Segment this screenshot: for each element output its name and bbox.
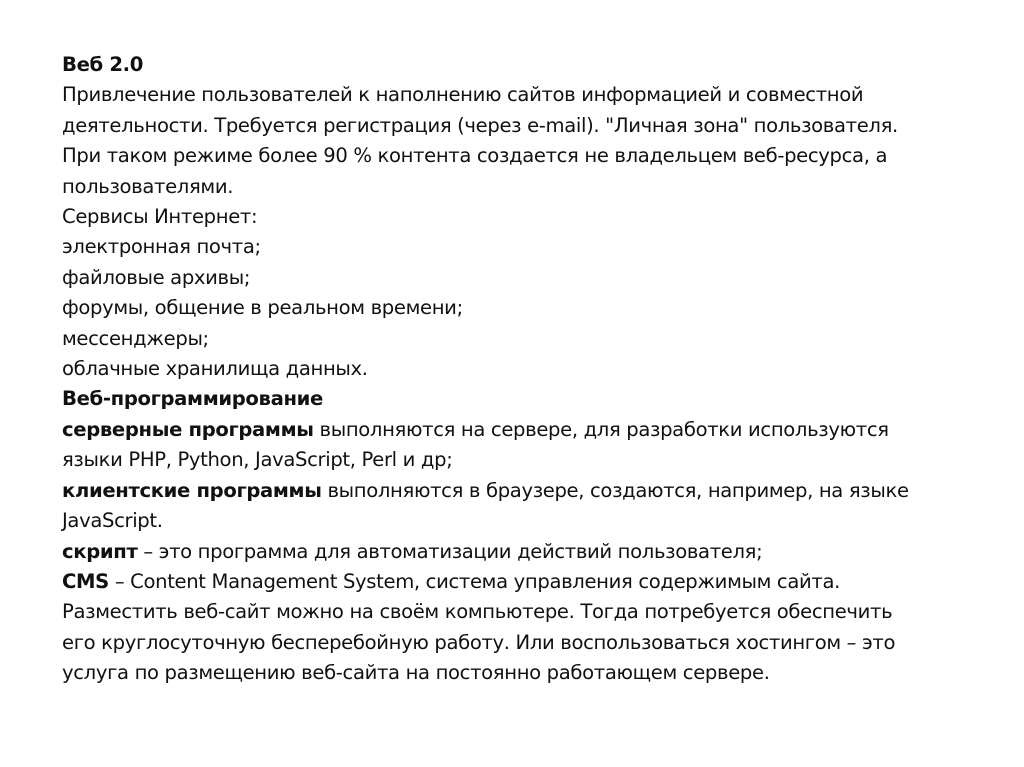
- service-item: облачные хранилища данных.: [62, 357, 368, 381]
- client-line-2: JavaScript.: [62, 509, 163, 533]
- script-text: – это программа для автоматизации действий пользователя;: [137, 539, 763, 563]
- hosting-line: его круглосуточную бесперебойную работу. Или воспользоваться хостингом – это: [62, 630, 896, 654]
- hosting-line: Разместить веб-сайт можно на своём компьютере. Тогда потребуется обеспечить: [62, 600, 893, 624]
- heading-web20: Веб 2.0: [62, 53, 143, 76]
- service-item: файловые архивы;: [62, 265, 251, 289]
- slide-content: [62, 50, 982, 689]
- client-term: клиентские программы: [62, 478, 322, 502]
- client-text: выполняются в браузере, создаются, например, на языке: [321, 478, 909, 502]
- web20-line: При таком режиме более 90 % контента создается не владельцем веб-ресурса, а: [62, 144, 888, 168]
- web20-line: Привлечение пользователей к наполнению сайтов информацией и совместной: [62, 83, 864, 107]
- hosting-line: услуга по размещению веб-сайта на постоянно работающем сервере.: [62, 661, 770, 685]
- service-item: электронная почта;: [62, 235, 261, 259]
- cms-term: CMS: [62, 569, 109, 593]
- services-title: Сервисы Интернет:: [62, 205, 258, 229]
- cms-text: – Content Management System, система управления содержимым сайта.: [108, 569, 840, 593]
- client-line: [62, 476, 982, 506]
- script-term: скрипт: [62, 539, 138, 563]
- script-line: [62, 537, 982, 567]
- server-term: серверные программы: [62, 417, 314, 441]
- web20-line: деятельности. Требуется регистрация (через e-mail). "Личная зона" пользователя.: [62, 113, 898, 137]
- server-line: [62, 415, 982, 445]
- service-item: форумы, общение в реальном времени;: [62, 296, 463, 320]
- server-text: выполняются на сервере, для разработки используются: [313, 417, 889, 441]
- server-line-2: языки PHP, Python, JavaScript, Perl и др;: [62, 448, 453, 472]
- web20-line: пользователями.: [62, 174, 234, 198]
- service-item: мессенджеры;: [62, 326, 209, 350]
- heading-webprog: Веб-программирование: [62, 387, 323, 411]
- cms-line: [62, 567, 982, 597]
